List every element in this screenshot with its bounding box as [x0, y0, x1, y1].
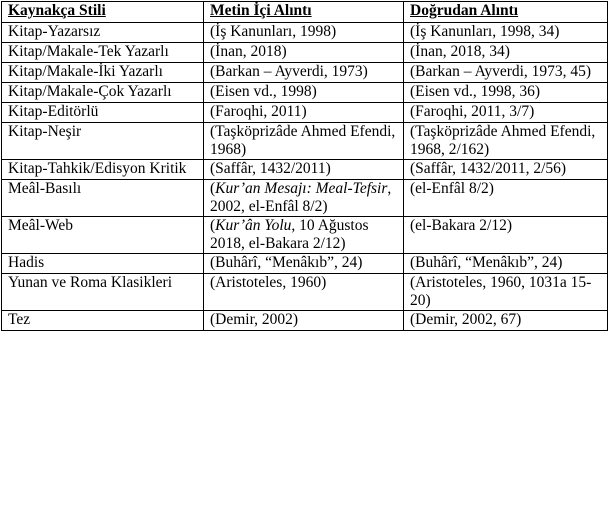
in-text-cell: (Demir, 2002)	[204, 311, 404, 331]
in-text-cell: (Buhârî, “Menâkıb”, 24)	[204, 254, 404, 274]
in-text-cell: (Saffâr, 1432/2011)	[204, 160, 404, 180]
citation-style-table	[1, 1, 608, 331]
direct-cell: (Aristoteles, 1960, 1031a 15-20)	[404, 274, 608, 311]
style-cell: Kitap-Neşir	[2, 123, 204, 160]
in-text-rest: , 10 Ağustos 2018, el-Bakara 2/12)	[210, 217, 369, 252]
direct-cell: (el-Enfâl 8/2)	[404, 180, 608, 217]
in-text-cell: (İnan, 2018)	[204, 43, 404, 63]
direct-cell: (Saffâr, 1432/2011, 2/56)	[404, 160, 608, 180]
in-text-cell: (Faroqhi, 2011)	[204, 103, 404, 123]
in-text-cell: (Eisen vd., 1998)	[204, 83, 404, 103]
table-row	[2, 311, 608, 331]
in-text-title: Kur’an Mesajı: Meal-Tefsir	[215, 180, 388, 197]
in-text-cell: (Aristoteles, 1960)	[204, 274, 404, 311]
style-cell: Tez	[2, 311, 204, 331]
direct-cell: (Buhârî, “Menâkıb”, 24)	[404, 254, 608, 274]
table-row	[2, 123, 608, 160]
direct-cell: (el-Bakara 2/12)	[404, 217, 608, 254]
in-text-title: Kur’ân Yolu	[215, 217, 292, 234]
style-cell: Meâl-Basılı	[2, 180, 204, 217]
direct-cell: (Barkan – Ayverdi, 1973, 45)	[404, 63, 608, 83]
header-bibliography-style: Kaynakça Stili	[2, 2, 204, 23]
table-row	[2, 180, 608, 217]
direct-cell: (Taşköprizâde Ahmed Efendi, 1968, 2/162)	[404, 123, 608, 160]
table-row	[2, 23, 608, 43]
in-text-cell: (Barkan – Ayverdi, 1973)	[204, 63, 404, 83]
in-text-open: (	[210, 217, 216, 234]
style-cell: Kitap-Tahkik/Edisyon Kritik	[2, 160, 204, 180]
table-row	[2, 217, 608, 254]
header-direct-citation: Doğrudan Alıntı	[404, 2, 608, 23]
table-row	[2, 43, 608, 63]
style-cell: Kitap-Yazarsız	[2, 23, 204, 43]
direct-cell: (İş Kanunları, 1998, 34)	[404, 23, 608, 43]
style-cell: Kitap/Makale-İki Yazarlı	[2, 63, 204, 83]
table-row	[2, 274, 608, 311]
in-text-cell	[204, 180, 404, 217]
direct-cell: (Eisen vd., 1998, 36)	[404, 83, 608, 103]
style-cell: Kitap/Makale-Çok Yazarlı	[2, 83, 204, 103]
in-text-cell	[204, 217, 404, 254]
table-row	[2, 254, 608, 274]
style-cell: Meâl-Web	[2, 217, 204, 254]
table-row	[2, 160, 608, 180]
style-cell: Kitap-Editörlü	[2, 103, 204, 123]
table-row	[2, 83, 608, 103]
direct-cell: (Faroqhi, 2011, 3/7)	[404, 103, 608, 123]
direct-cell: (Demir, 2002, 67)	[404, 311, 608, 331]
in-text-rest: , 2002, el-Enfâl 8/2)	[210, 180, 392, 215]
table-row	[2, 103, 608, 123]
header-in-text-citation: Metin İçi Alıntı	[204, 2, 404, 23]
table-row	[2, 63, 608, 83]
style-cell: Kitap/Makale-Tek Yazarlı	[2, 43, 204, 63]
direct-cell: (İnan, 2018, 34)	[404, 43, 608, 63]
in-text-cell: (Taşköprizâde Ahmed Efendi, 1968)	[204, 123, 404, 160]
header-row	[2, 2, 608, 23]
in-text-cell: (İş Kanunları, 1998)	[204, 23, 404, 43]
in-text-open: (	[210, 180, 216, 197]
style-cell: Yunan ve Roma Klasikleri	[2, 274, 204, 311]
style-cell: Hadis	[2, 254, 204, 274]
